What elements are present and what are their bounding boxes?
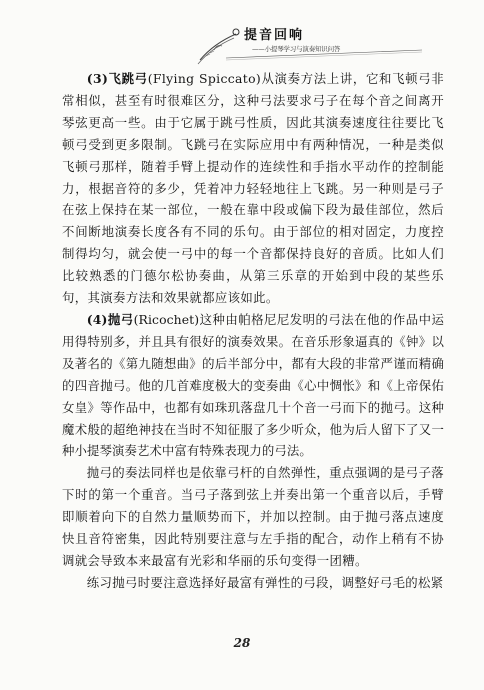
paragraph-text: (Flying Spiccato)从演奏方法上讲，它和飞顿弓非常相似，甚至有时很难区分，这种弓法要求弓子在每个音之间离开琴弦更高一些。由于它属于跳弓性质，因此其演奏速度往往要比飞顿弓受到更多限制。飞跳弓在实际应用中有两种情况，一种是类似飞顿弓那样，随着手臂上提动作的连续性和手指水平动作的控制能力，根据音符的多少，凭着冲力轻轻地往上飞跳。另一种则是弓子在弦上保持在某一部位，一般在靠中段或偏下段为最佳部位，然后不间断地演奏长度各有不同的乐句。由于部位的相对固定，力度控制得均匀，就会使一弓中的每一个音都保持良好的音质。比如人们比较熟悉的门德尔松协奏曲，从第三乐章的开始到中段的某些乐句，其演奏方法和效果就都应该如此。: [62, 71, 445, 306]
paragraph-text: 抛弓的奏法同样也是依靠弓杆的自然弹性，重点强调的是弓子落下时的第一个重音。当弓子落到弦上并奏出第一个重音以后，手臂即顺着向下的自然力量顺势而下，并加以控制。由于抛弓落点速度快且音符密集，因此特别要注意与左手指的配合，动作上稍有不协调就会导致本来最富有光彩和华丽的乐句变得一团糟。: [62, 465, 444, 568]
running-header: [196, 20, 436, 70]
paragraph-flying-spiccato: [62, 68, 444, 309]
paragraph-text: 练习抛弓时要注意选择好最富有弹性的弓段，调整好弓毛的松紧: [86, 574, 444, 590]
header-subtitle: ——小提琴学习与演奏知识问答: [252, 45, 341, 53]
header-brand: 提音回响: [244, 28, 305, 43]
paragraph-lead: (3)飞跳弓: [86, 71, 148, 86]
page-number: 28: [233, 636, 251, 650]
paragraph-ricochet: [62, 309, 444, 462]
paragraph-lead: (4)抛弓: [86, 311, 134, 327]
page-body: [62, 68, 444, 594]
paragraph-ricochet-practice: [62, 572, 444, 594]
paragraph-text: (Ricochet)这种由帕格尼尼发明的弓法在他的作品中运用得特别多，并且具有很好的演奏效果。在音乐形象逼真的《钟》以及著名的《第九随想曲》的后半部分中，都有大段的非常严谨而精确的四音抛弓。他的几首难度极大的变奏曲《心中惆怅》和《上帝保佑女皇》等作品中，也都有如珠玑落盘几十个音一弓而下的抛弓。这种魔术般的超绝神技在当时不知征服了多少听众，他为后人留下了又一种小提琴演奏艺术中富有特殊表现力的弓法。: [62, 311, 444, 459]
paragraph-ricochet-technique: [62, 462, 444, 572]
